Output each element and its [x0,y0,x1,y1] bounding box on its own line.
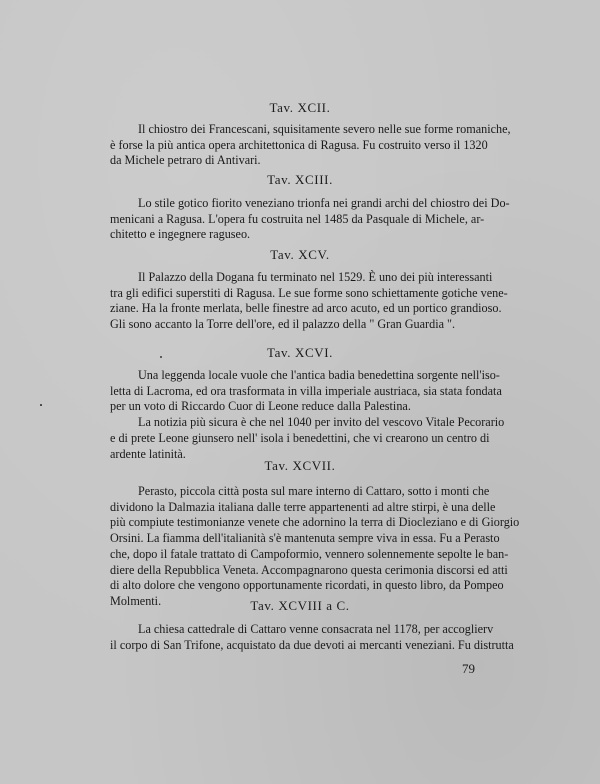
text-line: il corpo di San Trifone, acquistato da due devoti ai mercanti veneziani. Fu distrutta [110,637,514,652]
text-line: menicani a Ragusa. L'opera fu costruita nel 1485 da Pasquale di Michele, ar- [110,211,485,226]
plate-description-xcv [110,270,508,333]
plate-heading-xcv: Tav. XCV. [270,247,330,262]
text-line: Una leggenda locale vuole che l'antica badia benedettina sorgente nell'iso- [138,368,500,382]
scan-speck [40,404,42,406]
text-line: La notizia più sicura è che nel 1040 per invito del vescovo Vitale Pecorario [138,415,505,430]
plate-heading-xciii: Tav. XCIII. [267,172,333,187]
plate-description-xcvi [110,368,505,462]
text-line: che, dopo il fatale trattato di Campoformio, vennero solennemente sepolte le ban- [110,546,509,561]
plate-heading-xcviii-c: Tav. XCVIII a C. [250,598,350,613]
scan-speck [160,356,162,358]
text-line: ardente latinità. [110,446,186,461]
text-line: letta di Lacroma, ed ora trasformata in villa imperiale austriaca, sia stata fondata [110,383,502,398]
page-number: 79 [462,661,475,676]
text-line: Il Palazzo della Dogana fu terminato nel 1529. È uno dei più interessanti [138,270,493,284]
text-line: Perasto, piccola città posta sul mare interno di Cattaro, sotto i monti che [138,484,490,498]
plate-description-xcii [110,122,511,169]
text-line: più compiute testimonianze venete che adornino la terra di Diocleziano e di Giorgio [110,515,520,530]
plate-heading-xcii: Tav. XCII. [269,100,331,115]
text-line: La chiesa cattedrale di Cattaro venne consacrata nel 1178, per accoglierv [138,622,494,636]
text-line: ziane. Ha la fronte merlata, belle finestre ad arco acuto, ed un portico grandioso. [110,301,502,316]
plate-description-xcvii [110,484,520,610]
text-line: Lo stile gotico fiorito veneziano trionfa nei grandi archi del chiostro dei Do- [138,196,510,210]
text-line: tra gli edifici superstiti di Ragusa. Le sue forme sono schiettamente gotiche vene- [110,285,508,300]
text-line: di alto dolore che vengono opportunamente ricordati, in questo libro, da Pompeo [110,578,504,593]
text-line: è forse la più antica opera architettonica di Ragusa. Fu costruito verso il 1320 [110,137,488,152]
plate-heading-xcvii: Tav. XCVII. [264,458,336,473]
plate-heading-xcvi: Tav. XCVI. [267,345,333,360]
plate-description-xciii [110,196,510,243]
text-line: da Michele petraro di Antivari. [110,153,261,168]
text-line: Gli sono accanto la Torre dell'ore, ed il palazzo della " Gran Guardia ". [110,317,456,332]
text-line: Orsini. La fiamma dell'italianità s'è mantenuta sempre viva in essa. Fu a Perasto [110,531,500,546]
plate-description-xcviii-c [110,622,514,653]
text-line: diere della Repubblica Veneta. Accompagnarono questa cerimonia discorsi ed atti [110,562,508,577]
text-line: Il chiostro dei Francescani, squisitamente severo nelle sue forme romaniche, [138,122,511,136]
text-line: per un voto di Riccardo Cuor di Leone reduce dalla Palestina. [110,399,411,414]
text-line: dividono la Dalmazia italiana dalle terre appartenenti ad altre stirpi, è una delle [110,499,496,514]
text-line: Molmenti. [110,593,162,608]
text-line: chitetto e ingegnere raguseo. [110,227,251,242]
text-line: e di prete Leone giunsero nell' isola i benedettini, che vi crearono un centro di [110,430,490,445]
